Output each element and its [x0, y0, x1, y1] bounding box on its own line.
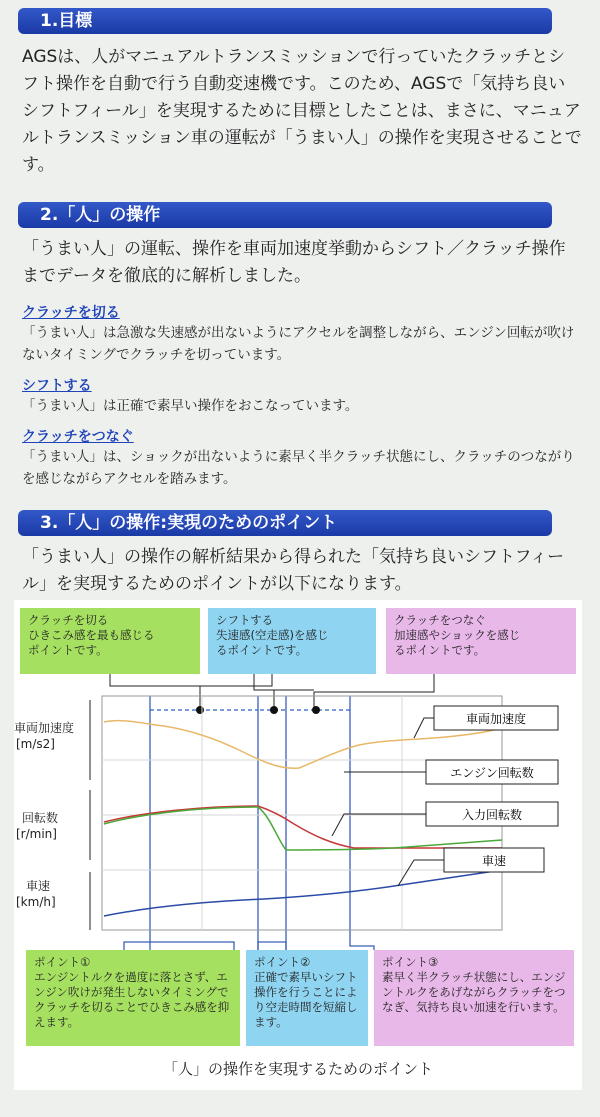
section2-body: 「うまい人」の運転、操作を車両加速度挙動からシフト／クラッチ操作までデータを徹底的に解析しました。 [22, 239, 566, 286]
accel-axis-label: 車両加速度 [14, 721, 75, 735]
rpm-axis-label: 回転数 [22, 811, 59, 825]
top-bracket-lines [110, 674, 434, 710]
clutch-engage-link[interactable]: クラッチをつなぐ [22, 429, 134, 445]
vehicle-speed-curve [104, 870, 502, 916]
section2-header: 2.「人」の操作 [18, 202, 552, 228]
point-1-box: ポイント① エンジントルクを過度に落とさず、エンジン吹けが発生しないタイミングでクラッチを切ることでひきこみ感を抑えます。 [26, 950, 240, 1046]
legend-accel: 車両加速度 [465, 712, 527, 726]
section3-header: 3.「人」の操作:実現のためのポイント [18, 510, 552, 536]
speed-axis-label: 車速 [26, 879, 51, 893]
top-box-shift: シフトする 失速感(空走感)を感じ るポイントです。 [208, 608, 376, 674]
section1-body: AGSは、人がマニュアルトランスミッションで行っていたクラッチとシフト操作を自動で行う自動変速機です。このため、AGSで「気持ち良いシフトフィール」を実現するために目標としたことは、まさに、マニュアルトランスミッション車の運転が「うまい人」の操作を実現させることです。 [22, 47, 582, 175]
rpm-axis-unit: [r/min] [16, 827, 57, 841]
clutch-disengage-link[interactable]: クラッチを切る [22, 305, 120, 321]
point-3-box: ポイント③ 素早く半クラッチ状態にし、エンジントルクをあげながらクラッチをつなぎ、気持ち良い加速を行います。 [374, 950, 574, 1046]
phase-lines [150, 696, 350, 950]
section1-header: 1.目標 [18, 8, 552, 34]
shift-text: 「うまい人」は正確で素早い操作をおこなっています。 [22, 398, 359, 414]
accel-axis-unit: [m/s2] [16, 737, 55, 751]
bottom-bracket-lines [124, 940, 374, 950]
clutch-engage-text: 「うまい人」は、ショックが出ないように素早く半クラッチ状態にし、クラッチのつながりを感じながらアクセルを踏みます。 [22, 449, 575, 487]
clutch-disengage-text: 「うまい人」は急激な失速感が出ないようにアクセルを調整しながら、エンジン回転が吹けないタイミングでクラッチを切っています。 [22, 325, 575, 363]
legend-speed: 車速 [481, 854, 507, 868]
top-box-clutch-engage: クラッチをつなぐ 加速感やショックを感じ るポイントです。 [386, 608, 576, 674]
figure-caption: 「人」の操作を実現するためのポイント [162, 1060, 433, 1078]
top-box-clutch-disengage: クラッチを切る ひきこみ感を最も感じる ポイントです。 [20, 608, 200, 674]
section3-body: 「うまい人」の操作の解析結果から得られた「気持ち良いシフトフィール」を実現するためのポイントが以下になります。 [22, 547, 565, 594]
speed-axis-unit: [km/h] [16, 895, 56, 909]
legend-input: 入力回転数 [461, 808, 523, 822]
shift-feel-figure [14, 600, 582, 1090]
shift-link[interactable]: シフトする [22, 378, 92, 394]
legend-engine: エンジン回転数 [450, 766, 534, 780]
point-2-box: ポイント② 正確で素早いシフト操作を行うことにより空走時間を短縮します。 [246, 950, 368, 1046]
